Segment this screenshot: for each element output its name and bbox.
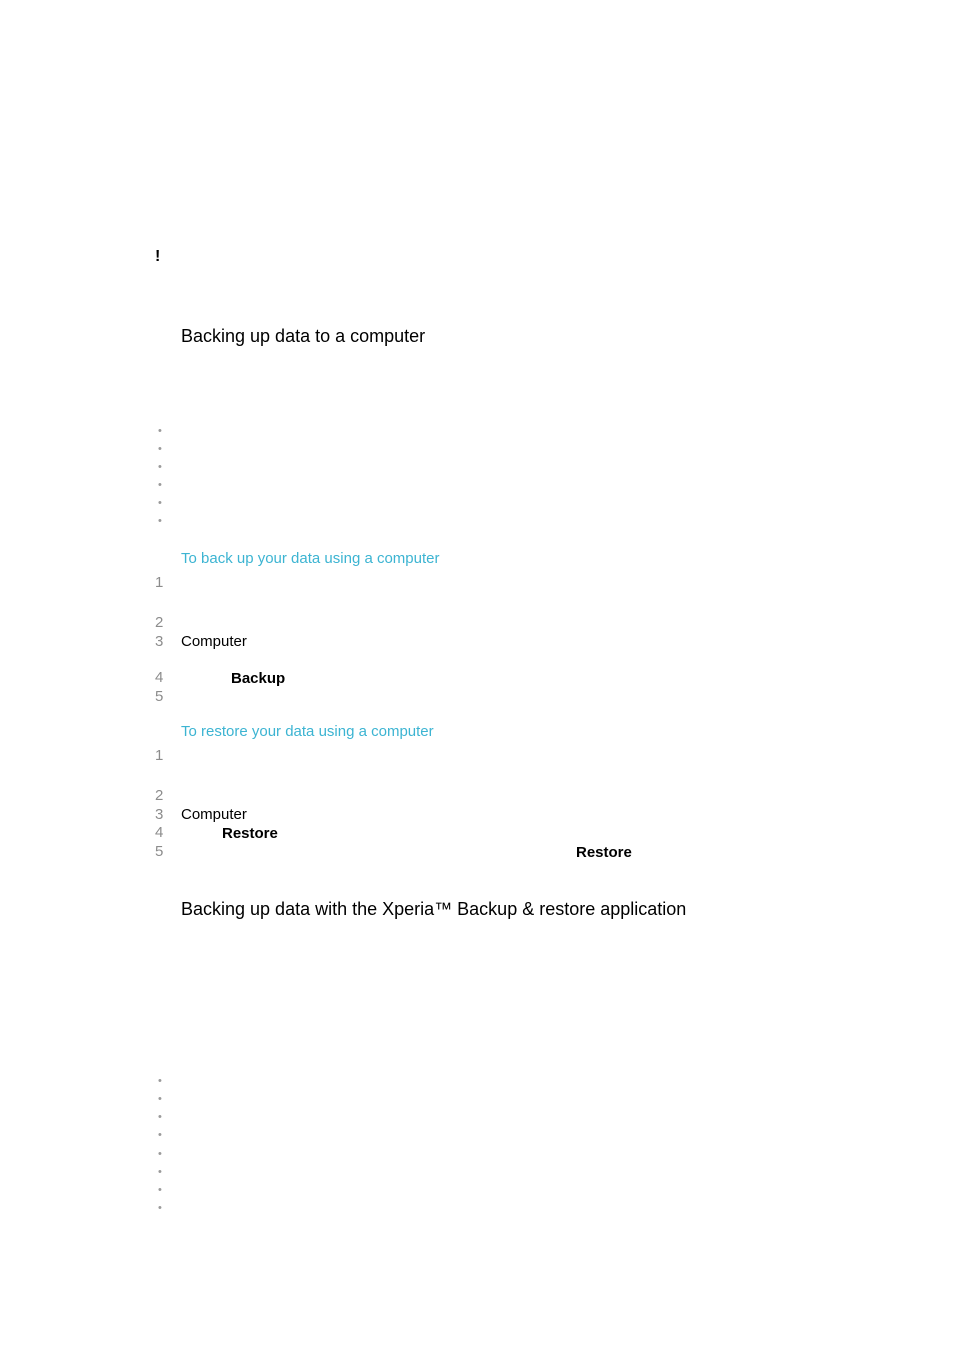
step-number: 1	[155, 574, 164, 591]
list-bullet: •	[158, 1184, 162, 1196]
list-bullet: •	[158, 497, 162, 509]
step-text-computer: Computer	[181, 633, 247, 650]
list-bullet: •	[158, 1075, 162, 1087]
step-number: 5	[155, 843, 164, 860]
section-heading-xperia-backup: Backing up data with the Xperia™ Backup & restore application	[181, 899, 687, 919]
step-number: 5	[155, 688, 164, 705]
step-number: 1	[155, 747, 164, 764]
step-text-restore-confirm: Restore	[576, 844, 632, 861]
list-bullet: •	[158, 1111, 162, 1123]
step-number: 4	[155, 669, 164, 686]
step-number: 2	[155, 614, 164, 631]
section-heading-backup-computer: Backing up data to a computer	[181, 326, 426, 346]
step-number: 3	[155, 633, 164, 650]
list-bullet: •	[158, 515, 162, 527]
list-bullet: •	[158, 443, 162, 455]
step-text-backup: Backup	[231, 670, 286, 687]
step-text-computer: Computer	[181, 806, 247, 823]
procedure-title-backup: To back up your data using a computer	[181, 550, 440, 567]
list-bullet: •	[158, 1093, 162, 1105]
procedure-title-restore: To restore your data using a computer	[181, 723, 434, 740]
step-number: 4	[155, 824, 164, 841]
list-bullet: •	[158, 1166, 162, 1178]
list-bullet: •	[158, 479, 162, 491]
step-number: 2	[155, 787, 164, 804]
list-bullet: •	[158, 1202, 162, 1214]
list-bullet: •	[158, 461, 162, 473]
list-bullet: •	[158, 1148, 162, 1160]
list-bullet: •	[158, 425, 162, 437]
list-bullet: •	[158, 1129, 162, 1141]
warning-exclamation-icon: !	[155, 248, 161, 265]
step-number: 3	[155, 806, 164, 823]
step-text-restore: Restore	[222, 825, 278, 842]
